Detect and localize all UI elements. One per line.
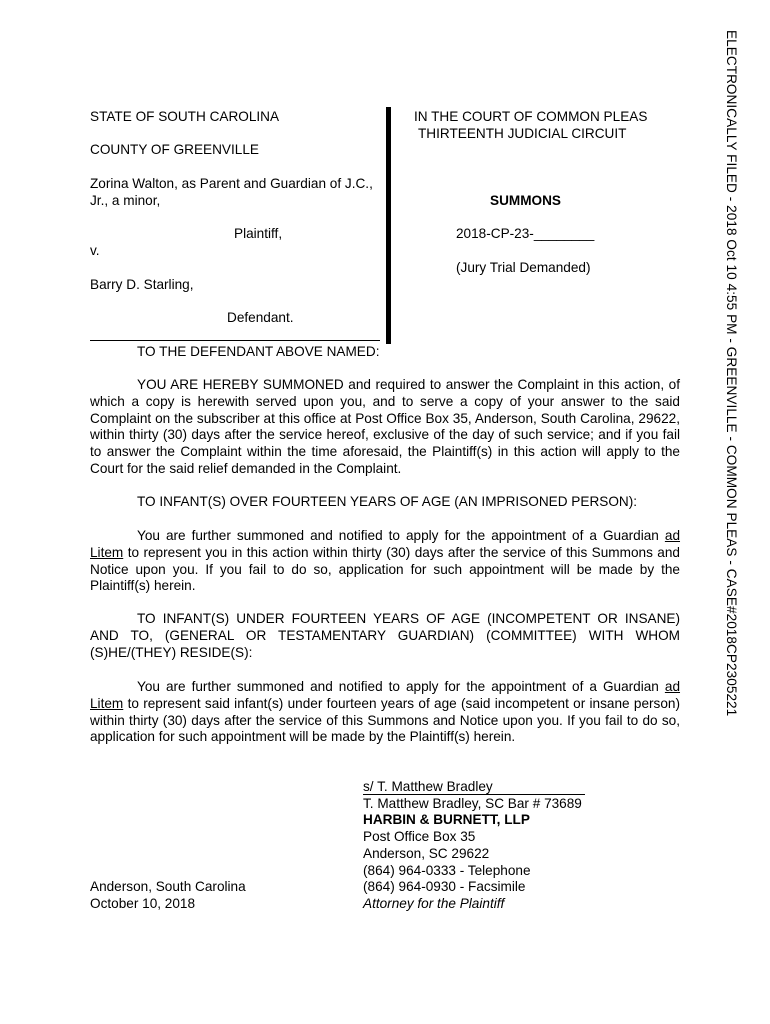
ad-litem-term-2: ad Litem: [90, 679, 681, 711]
over-fourteen-heading: TO INFANT(S) OVER FOURTEEN YEARS OF AGE (AN IMPRISONED PERSON):: [137, 494, 638, 509]
facsimile-number: (864) 964-0930 - Facsimile: [363, 879, 526, 894]
case-number: 2018-CP-23-________: [456, 226, 595, 241]
plaintiff-name-line1: Zorina Walton, as Parent and Guardian of J.C.,: [90, 176, 373, 191]
plaintiff-name-line2: Jr., a minor,: [90, 193, 161, 208]
defendant-name: Barry D. Starling,: [90, 277, 194, 292]
firm-address-line1: Post Office Box 35: [363, 829, 476, 844]
caption-divider-line: [90, 340, 380, 341]
caption-vertical-bar: [386, 107, 391, 344]
over-fourteen-text-b: to represent you in this action within thirty (30) days after the service of this Summons and Notice upon you. If you fail to do so, application for such appointment will be made by the Plaintiff(s) herein.: [90, 544, 680, 594]
attorney-role: Attorney for the Plaintiff: [363, 896, 505, 911]
electronic-filing-stamp: ELECTRONICALLY FILED - 2018 Oct 10 4:55 PM - GREENVILLE - COMMON PLEAS - CASE#2018CP2305221: [724, 30, 739, 717]
judicial-circuit: THIRTEENTH JUDICIAL CIRCUIT: [418, 126, 627, 141]
state-heading: STATE OF SOUTH CAROLINA: [90, 109, 280, 124]
under-fourteen-text-b: to represent said infant(s) under fourteen years of age (said incompetent or insane person) within thirty (30) days after the service of this Summons and Notice upon you. If you fail to do so, application for such appointment will be made by the Plaintiff(s) herein.: [90, 695, 680, 745]
county-heading: COUNTY OF GREENVILLE: [90, 142, 259, 157]
attorney-name-bar: T. Matthew Bradley, SC Bar # 73689: [363, 796, 582, 811]
under-fourteen-heading-text: TO INFANT(S) UNDER FOURTEEN YEARS OF AGE (INCOMPETENT OR INSANE) AND TO, (GENERAL OR TESTAMENTARY GUARDIAN) (COMMITTEE) WITH WHOM (S)HE/(THEY) RESIDE(S):: [90, 611, 680, 660]
signing-date: October 10, 2018: [90, 896, 196, 911]
electronic-signature: [363, 779, 585, 796]
over-fourteen-paragraph: [90, 528, 680, 595]
to-defendant-heading: TO THE DEFENDANT ABOVE NAMED:: [137, 344, 380, 359]
plaintiff-role: Plaintiff,: [234, 226, 283, 241]
signature-line: s/ T. Matthew Bradley: [363, 780, 585, 795]
over-fourteen-text-a: You are further summoned and notified to apply for the appointment of a Guardian: [137, 528, 659, 543]
signing-place: Anderson, South Carolina: [90, 879, 246, 894]
document-title: SUMMONS: [490, 193, 561, 208]
court-name: IN THE COURT OF COMMON PLEAS: [414, 109, 648, 124]
under-fourteen-heading: [90, 611, 680, 661]
versus-label: v.: [90, 243, 100, 258]
firm-address-line2: Anderson, SC 29622: [363, 846, 490, 861]
under-fourteen-paragraph: [90, 679, 680, 746]
jury-trial-note: (Jury Trial Demanded): [456, 260, 591, 275]
summons-paragraph-text: YOU ARE HEREBY SUMMONED and required to answer the Complaint in this action, of which a copy is herewith served upon you, and to serve a copy of your answer to the said Complaint on the subscriber at this office at Post Office Box 35, Anderson, South Carolina, 29622, within thirty (30) days after the service hereof, exclusive of the day of such service; and if you fail to answer the Complaint within the time aforesaid, the Plaintiff(s) in this action will apply to the Court for the said relief demanded in the Complaint.: [90, 377, 680, 476]
ad-litem-term: ad Litem: [90, 528, 681, 560]
defendant-role: Defendant.: [227, 310, 294, 325]
law-firm-name: HARBIN & BURNETT, LLP: [363, 812, 530, 827]
under-fourteen-text-a: You are further summoned and notified to apply for the appointment of a Guardian: [137, 679, 659, 694]
summons-paragraph: [90, 377, 680, 478]
telephone-number: (864) 964-0333 - Telephone: [363, 863, 531, 878]
